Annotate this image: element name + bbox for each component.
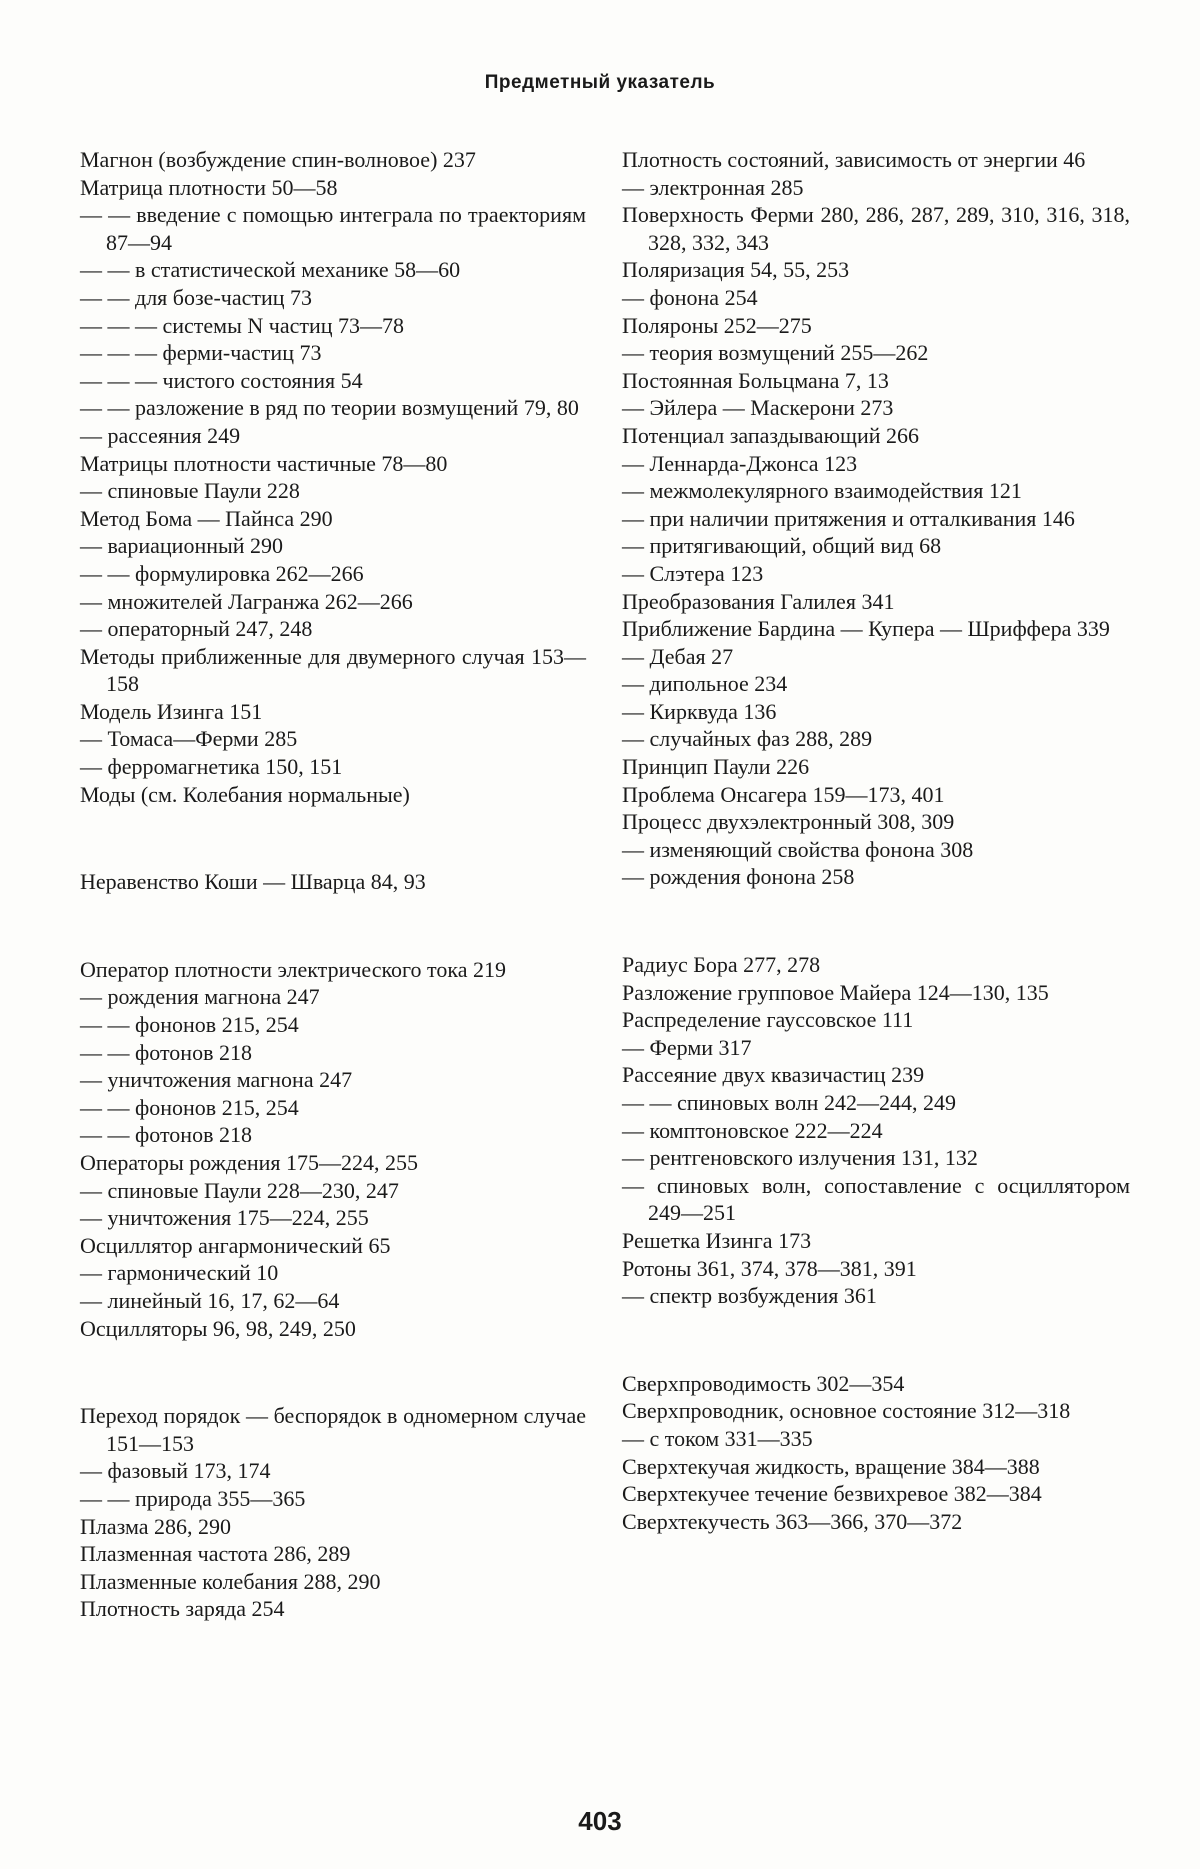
index-entry: — — введение с помощью интеграла по траекториям 87—94 xyxy=(80,202,586,255)
index-entry: — рождения фонона 258 xyxy=(622,864,855,890)
index-entry: — уничтожения магнона 247 xyxy=(80,1067,353,1093)
index-entry: Плотность заряда 254 xyxy=(80,1596,285,1622)
index-entry: Матрица плотности 50—58 xyxy=(80,174,338,200)
index-entry: — вариационный 290 xyxy=(80,533,284,559)
index-entry: — изменяющий свойства фонона 308 xyxy=(622,836,974,862)
index-entry: — — — ферми-частиц 73 xyxy=(80,340,322,366)
index-entry: — — — системы N частиц 73—78 xyxy=(80,312,405,338)
index-entry: — межмолекулярного взаимодействия 121 xyxy=(622,478,1022,504)
index-entry: Плазменная частота 286, 289 xyxy=(80,1541,351,1567)
index-entry: Плазма 286, 290 xyxy=(80,1513,232,1539)
index-entry: — — природа 355—365 xyxy=(80,1485,306,1511)
index-entry: Оператор плотности электрического тока 219 xyxy=(80,956,506,982)
index-entry: — при наличии притяжения и отталкивания 146 xyxy=(622,505,1075,531)
index-entry: — — в статистической механике 58—60 xyxy=(80,257,461,283)
index-section-r xyxy=(622,951,1130,1310)
index-entry: Распределение гауссовское 111 xyxy=(622,1007,914,1033)
index-section-p xyxy=(80,1402,586,1623)
index-entry: Разложение групповое Майера 124—130, 135 xyxy=(622,979,1049,1005)
index-entry: Модель Изинга 151 xyxy=(80,698,263,724)
index-entry: Рассеяние двух квазичастиц 239 xyxy=(622,1062,925,1088)
index-entry: — дипольное 234 xyxy=(622,671,788,697)
index-entry: Проблема Онсагера 159—173, 401 xyxy=(622,781,945,807)
index-entry: — рассеяния 249 xyxy=(80,422,241,448)
index-entry: Решетка Изинга 173 xyxy=(622,1227,812,1253)
index-entry: Принцип Паули 226 xyxy=(622,754,810,780)
index-entry: Моды (см. Колебания нормальные) xyxy=(80,781,410,807)
index-entry: Преобразования Галилея 341 xyxy=(622,588,895,614)
index-section-p-cont xyxy=(622,146,1130,891)
index-entry: Потенциал запаздывающий 266 xyxy=(622,422,919,448)
index-entry: — спиновых волн, сопоставление с осциллятором 249—251 xyxy=(622,1172,1130,1226)
index-entry: Сверхтекучее течение безвихревое 382—384 xyxy=(622,1481,1042,1507)
index-entry: Поверхность Ферми 280, 286, 287, 289, 310, 316, 318, 328, 332, 343 xyxy=(622,202,1130,255)
index-entry: — с током 331—335 xyxy=(622,1425,813,1451)
index-entry: Осциллятор ангармонический 65 xyxy=(80,1232,391,1258)
page-number: 403 xyxy=(578,1806,622,1836)
index-entry: — Эйлера — Маскерони 273 xyxy=(622,395,894,421)
index-entry: Операторы рождения 175—224, 255 xyxy=(80,1150,419,1175)
index-entry: Магнон (возбуждение спин-волновое) 237 xyxy=(80,147,476,172)
index-entry: — Леннарда-Джонса 123 xyxy=(622,450,858,476)
index-entry: Сверхпроводимость 302—354 xyxy=(622,1370,905,1396)
index-entry: — — для бозе-частиц 73 xyxy=(80,284,313,310)
index-entry: Методы приближенные для двумерного случая 153—158 xyxy=(80,643,586,697)
index-entry: Осцилляторы 96, 98, 249, 250 xyxy=(80,1315,356,1341)
index-entry: — — разложение в ряд по теории возмущений 79, 80 xyxy=(80,395,579,421)
index-section-o xyxy=(80,956,586,1342)
index-entry: Плазменные колебания 288, 290 xyxy=(80,1568,381,1594)
index-entry: Постоянная Больцмана 7, 13 xyxy=(622,367,889,393)
index-entry: Радиус Бора 277, 278 xyxy=(622,952,821,978)
index-entry: — гармонический 10 xyxy=(80,1260,279,1286)
index-entry: Неравенство Коши — Шварца 84, 93 xyxy=(80,869,426,895)
index-entry: — притягивающий, общий вид 68 xyxy=(622,533,942,559)
index-entry: Процесс двухэлектронный 308, 309 xyxy=(622,809,955,835)
index-entry: — Кирквуда 136 xyxy=(622,698,777,724)
index-section-m xyxy=(80,146,586,808)
index-entry: — фазовый 173, 174 xyxy=(80,1458,271,1484)
index-entry: — уничтожения 175—224, 255 xyxy=(80,1205,369,1231)
index-entry: — рождения магнона 247 xyxy=(80,984,320,1010)
index-entry: — Дебая 27 xyxy=(622,643,734,669)
index-entry: Сверхтекучая жидкость, вращение 384—388 xyxy=(622,1453,1040,1479)
index-entry: — спиновые Паули 228—230, 247 xyxy=(80,1177,399,1203)
index-entry: Ротоны 361, 374, 378—381, 391 xyxy=(622,1255,917,1281)
index-entry: Сверхпроводник, основное состояние 312—318 xyxy=(622,1398,1071,1424)
right-column xyxy=(622,146,1130,1535)
index-section-n xyxy=(80,868,586,896)
index-entry: — Ферми 317 xyxy=(622,1034,752,1060)
index-entry: — электронная 285 xyxy=(622,174,804,200)
index-entry: Приближение Бардина — Купера — Шриффера 339 xyxy=(622,616,1110,642)
left-column xyxy=(80,146,586,1623)
index-entry: — теория возмущений 255—262 xyxy=(622,340,929,366)
index-section-s xyxy=(622,1370,1130,1536)
index-entry: — — фононов 215, 254 xyxy=(80,1094,299,1120)
index-entry: — — фотонов 218 xyxy=(80,1122,252,1148)
index-entry: — Слэтера 123 xyxy=(622,560,764,586)
index-entry: — случайных фаз 288, 289 xyxy=(622,726,873,752)
index-entry: — — спиновых волн 242—244, 249 xyxy=(622,1090,956,1115)
index-entry: — спектр возбуждения 361 xyxy=(622,1283,877,1309)
index-entry: — Томаса—Ферми 285 xyxy=(80,726,298,752)
index-entry: — рентгеновского излучения 131, 132 xyxy=(622,1145,978,1171)
index-entry: — — — чистого состояния 54 xyxy=(80,367,363,393)
index-entry: — спиновые Паули 228 xyxy=(80,478,300,504)
index-entry: — множителей Лагранжа 262—266 xyxy=(80,588,413,614)
index-entry: — — фононов 215, 254 xyxy=(80,1012,299,1038)
index-entry: — — формулировка 262—266 xyxy=(80,560,364,586)
index-entry: Поляризация 54, 55, 253 xyxy=(622,257,850,283)
index-entry: — ферромагнетика 150, 151 xyxy=(80,754,343,780)
index-entry: Поляроны 252—275 xyxy=(622,312,812,338)
index-entry: Матрицы плотности частичные 78—80 xyxy=(80,450,448,476)
index-entry: — комптоновское 222—224 xyxy=(622,1117,883,1143)
index-entry: Сверхтекучесть 363—366, 370—372 xyxy=(622,1508,963,1534)
index-entry: — фонона 254 xyxy=(622,284,758,310)
index-entry: — — фотонов 218 xyxy=(80,1039,252,1065)
running-head: Предметный указатель xyxy=(484,72,716,93)
index-entry: Метод Бома — Пайнса 290 xyxy=(80,505,333,531)
index-entry: — операторный 247, 248 xyxy=(80,616,313,642)
index-entry: Плотность состояний, зависимость от энергии 46 xyxy=(622,147,1086,172)
index-entry: — линейный 16, 17, 62—64 xyxy=(80,1287,340,1313)
index-entry: Переход порядок — беспорядок в одномерном случае 151—153 xyxy=(80,1403,586,1456)
